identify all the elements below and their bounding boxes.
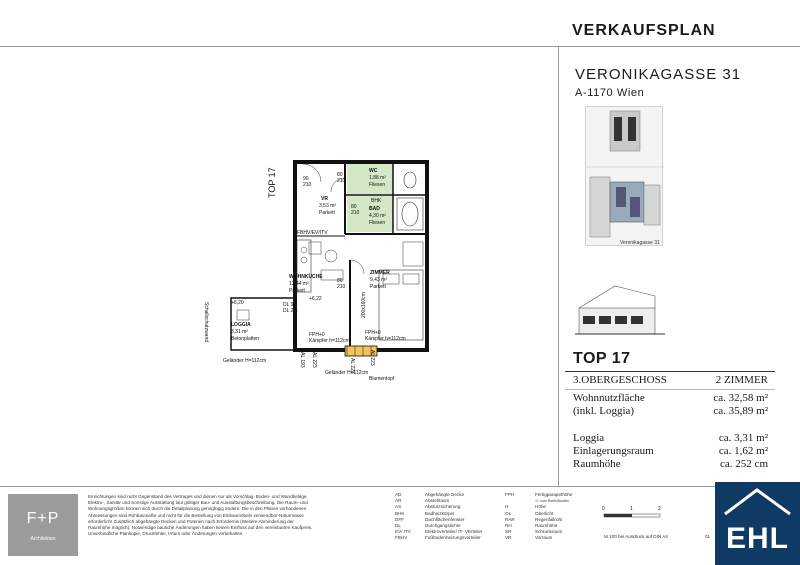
abbr-row: DL Durchgangslichte bbox=[395, 523, 461, 529]
dl-label: DL 2/6 bbox=[283, 308, 298, 314]
fbhv-label: FBHV/EV/ITV bbox=[297, 230, 328, 236]
room-area-wc: 1,88 m² bbox=[369, 175, 386, 181]
abbr-row: DFF Dachflächenfenster bbox=[395, 516, 465, 522]
abbr-row: +/- vom Rohfußboden bbox=[535, 499, 569, 504]
room-name-wc: WC bbox=[369, 168, 378, 174]
floor-label: 3.OBERGESCHOSS bbox=[573, 374, 667, 386]
architect-logo-subtext: Architekten bbox=[30, 536, 56, 542]
room-name-bad: BAD bbox=[369, 206, 380, 212]
roof-icon bbox=[715, 482, 800, 522]
info-row bbox=[573, 445, 768, 457]
al-label: AL 223 bbox=[349, 358, 355, 374]
room-area-zimmer: 9,43 m² bbox=[370, 277, 387, 283]
address-city: A-1170 Wien bbox=[575, 87, 645, 99]
info-value: ca. 32,58 m² bbox=[713, 392, 768, 404]
abbr-row: FBHV Fußbodenheizungsverteiler bbox=[395, 535, 481, 541]
scale-note: M 100 bei Ausdruck auf DIN A4 bbox=[604, 534, 668, 539]
info-label: Einlagerungsraum bbox=[573, 445, 654, 457]
unit-divider-2 bbox=[565, 389, 775, 390]
scale-tick-label: 0 bbox=[602, 506, 605, 512]
room-name-zimmer: ZIMMER bbox=[370, 270, 390, 276]
abbreviation-legend bbox=[395, 492, 575, 542]
info-value: ca. 1,62 m² bbox=[718, 445, 768, 457]
room-floor-wc: Fliesen bbox=[369, 182, 386, 188]
unit-divider bbox=[565, 371, 775, 372]
fph-label: FPH+0 bbox=[309, 332, 325, 338]
room-floor-vr: Parkett bbox=[319, 210, 335, 216]
dl-label: DL 92 bbox=[283, 302, 297, 308]
room-floor-wohnkueche: Parkett bbox=[289, 288, 305, 294]
wall-label: Schallschutzwand bbox=[203, 302, 209, 343]
room-area-bad: 4,30 m² bbox=[369, 213, 386, 219]
info-row bbox=[573, 432, 768, 444]
fph-label: FPH+0 bbox=[365, 330, 381, 336]
abbr-row: AS Absturzsicherung bbox=[395, 504, 461, 510]
tub-size-label: 170x75cm bbox=[423, 208, 429, 232]
abbr-row: BHK Badheizkörper bbox=[395, 510, 455, 516]
info-label: Raumhöhe bbox=[573, 458, 621, 470]
footer-divider bbox=[0, 486, 715, 487]
door-label: 210 bbox=[337, 284, 346, 290]
room-name-wohnkueche: WOHNKÜCHE bbox=[289, 274, 323, 280]
info-row bbox=[573, 405, 768, 417]
fph-label: Kämpfer h=112cm bbox=[365, 336, 406, 342]
height-label: +6,20 bbox=[231, 300, 244, 306]
room-floor-zimmer: Parkett bbox=[370, 284, 386, 290]
rooms-label: 2 ZIMMER bbox=[715, 374, 768, 386]
door-label: 210 bbox=[351, 210, 360, 216]
info-label: (inkl. Loggia) bbox=[573, 405, 635, 417]
header-divider bbox=[0, 46, 800, 47]
ehl-logo bbox=[715, 482, 800, 565]
info-label: Loggia bbox=[573, 432, 605, 444]
legal-disclaimer: Einrichtungen sind nicht Gegenstand des Vertrages und dienen nur als Vorschlag. Boden- und Wandbeläge, Elektro-, Sanitär und Sonstige Ausstattung laut gültiger Bau- und Ausstattungsbeschreibung. Die Raum- und Wohnungsgrößen können sich durch die Detailplanung geringfügig ändern. Die in den Plänen vorhandenen Abmessungen sind Rohbaumaße und nicht für die Bestellung von Einbaumöbeln verwendbar-Naturmasse erforderlich! Zusätzlich abgehängte Decken und Poterien nach Erfordernis (Weitere Abminderung der Raumhöhe möglich). Notwendige bauliche Änderungen haben keinen Einfluss auf den vereinbarten Kaufpreis. Unverbindliche Plankopie, Druckfehler, Irrtum oder Änderungen vorbehalten. bbox=[88, 494, 313, 537]
address-street: VERONIKAGASSE 31 bbox=[575, 66, 742, 83]
floor-row bbox=[573, 374, 768, 386]
abbr-row: AR Abstellraum bbox=[395, 498, 450, 504]
abbr-row: AD Abgehängte Decke bbox=[395, 492, 465, 497]
abbr-row: RAR Regenfallrohr bbox=[505, 516, 563, 522]
scale-number: 01 bbox=[705, 534, 711, 539]
bed-size-label: 200x160cm bbox=[361, 292, 367, 318]
door-label: 80 bbox=[337, 172, 343, 178]
ehl-logo-text: EHL bbox=[726, 522, 789, 555]
abbr-row: RH Raumhöhe bbox=[505, 523, 558, 529]
fph-label: Kämpfer h=112cm bbox=[309, 338, 350, 344]
al-label: AL 193 bbox=[299, 352, 305, 368]
abbr-row: OL Oberlicht bbox=[505, 510, 554, 516]
railing-label: Geländer H=112cm bbox=[223, 358, 267, 364]
abbr-row: VR Vorraum bbox=[505, 535, 553, 541]
info-row bbox=[573, 458, 768, 470]
right-panel-divider bbox=[558, 46, 559, 486]
site-plan-image bbox=[585, 106, 663, 246]
room-area-loggia: 3,31 m² bbox=[231, 329, 248, 335]
abbr-row: FPH Fertigparapethöhe bbox=[505, 492, 573, 497]
scale-tick-label: 2 bbox=[658, 506, 661, 512]
room-name-vr: VR bbox=[321, 196, 328, 202]
door-label: 90 bbox=[303, 176, 309, 182]
floor-plan bbox=[185, 150, 455, 390]
al-label: AL 223 bbox=[311, 352, 317, 368]
architect-logo bbox=[8, 494, 78, 556]
door-label: 80 bbox=[337, 278, 343, 284]
abbr-row: SR Schrankraum bbox=[505, 529, 563, 535]
abbr-row: EV/ ITV Elektroverteiler/ IT- VErteiler bbox=[395, 529, 483, 535]
al-label: AL 223 bbox=[369, 350, 375, 366]
info-value: ca. 35,89 m² bbox=[713, 405, 768, 417]
plan-top-label: TOP 17 bbox=[267, 167, 277, 198]
page-title: VERKAUFSPLAN bbox=[572, 22, 716, 39]
info-label: Wohnnutzfläche bbox=[573, 392, 645, 404]
room-floor-loggia: Betonplatten bbox=[231, 336, 260, 342]
door-label: 210 bbox=[303, 182, 312, 188]
door-label: 80 bbox=[351, 204, 357, 210]
planter-label: Blumentopf bbox=[369, 376, 395, 382]
room-area-vr: 3,53 m² bbox=[319, 203, 336, 209]
bhk-label: BHK bbox=[371, 198, 382, 204]
building-section-image bbox=[575, 278, 665, 340]
room-area-wohnkueche: 13,44 m² bbox=[289, 281, 309, 287]
info-value: ca. 3,31 m² bbox=[718, 432, 768, 444]
info-value: ca. 252 cm bbox=[720, 458, 768, 470]
abbr-row: H Höhe bbox=[505, 504, 546, 510]
height-label: +6,22 bbox=[309, 296, 322, 302]
info-row bbox=[573, 392, 768, 404]
door-label: 210 bbox=[337, 178, 346, 184]
room-name-loggia: LOGGIA bbox=[231, 322, 251, 328]
site-plan-label: Veronikagasse 31 bbox=[620, 240, 660, 246]
railing-label: Geländer H=112cm bbox=[325, 370, 369, 376]
room-floor-bad: Fliesen bbox=[369, 220, 386, 226]
unit-title: TOP 17 bbox=[573, 350, 631, 367]
scale-tick-label: 1 bbox=[630, 506, 633, 512]
architect-logo-text: F+P bbox=[26, 510, 60, 527]
